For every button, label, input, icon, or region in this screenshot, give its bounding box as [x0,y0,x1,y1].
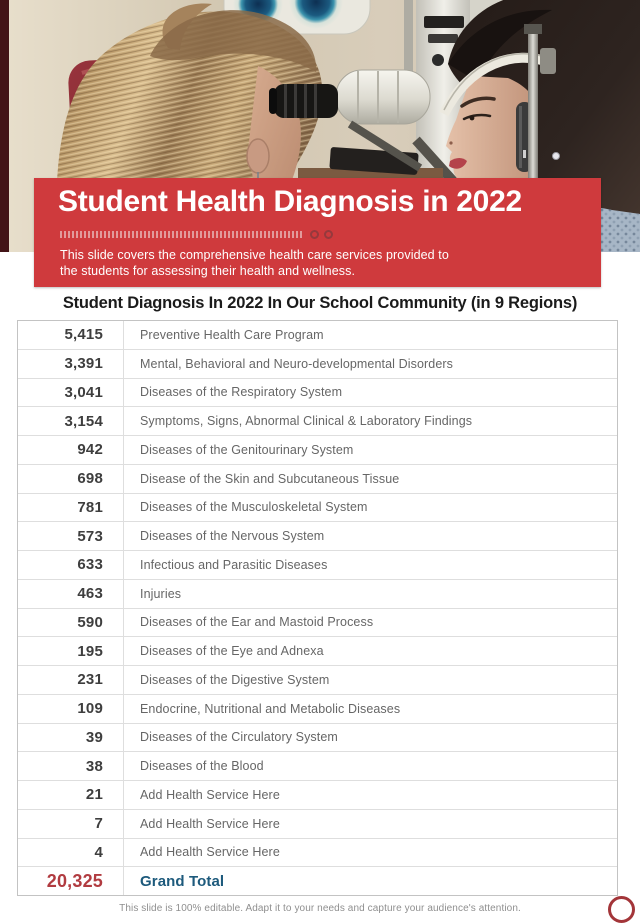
diagnosis-count: 4 [18,839,124,867]
diagnosis-label: Disease of the Skin and Subcutaneous Tissue [140,471,400,486]
footer-note: This slide is 100% editable. Adapt it to your needs and capture your audience's attention. [119,903,521,914]
table-row [18,724,617,753]
diagnosis-count: 573 [18,522,124,550]
table-row [18,810,617,839]
table-row [18,465,617,494]
table-row [18,379,617,408]
slide-title: Student Health Diagnosis in 2022 [58,185,522,218]
table-row [18,839,617,868]
diagnosis-label: Diseases of the Digestive System [140,672,330,687]
diagnosis-count: 633 [18,551,124,579]
diagnosis-label: Diseases of the Blood [140,759,264,774]
table-row [18,609,617,638]
diagnosis-table [17,320,618,896]
table-row [18,350,617,379]
diagnosis-label: Diseases of the Circulatory System [140,730,338,745]
table-row [18,407,617,436]
diagnosis-label: Injuries [140,586,182,601]
diagnosis-count: 231 [18,666,124,694]
diagnosis-count: 5,415 [18,321,124,349]
table-row [18,666,617,695]
diagnosis-label: Infectious and Parasitic Diseases [140,557,328,572]
diagnosis-label: Diseases of the Ear and Mastoid Process [140,615,374,630]
diagnosis-count: 7 [18,810,124,838]
banner-dashed-rule [60,231,304,238]
slide-subtitle [60,247,540,279]
table-row [18,522,617,551]
table-title: Student Diagnosis In 2022 In Our School Community (in 9 Regions) [62,294,578,312]
table-row [18,781,617,810]
diagnosis-count: 38 [18,752,124,780]
table-row [18,494,617,523]
photo-doorframe [0,0,9,252]
diagnosis-count: 463 [18,580,124,608]
diagnosis-label: Diseases of the Respiratory System [140,385,343,400]
diagnosis-count: 109 [18,695,124,723]
grand-total-row [18,867,617,895]
table-row [18,580,617,609]
diagnosis-count: 781 [18,494,124,522]
diagnosis-label: Symptoms, Signs, Abnormal Clinical & Laboratory Findings [140,414,473,429]
table-row [18,321,617,350]
table-row [18,637,617,666]
slide-subtitle-line-2: the students for assessing their health and wellness. [60,264,356,278]
diagnosis-count: 39 [18,724,124,752]
diagnosis-label: Diseases of the Musculoskeletal System [140,500,368,515]
diagnosis-count: 3,154 [18,407,124,435]
diagnosis-count: 21 [18,781,124,809]
table-row [18,436,617,465]
diagnosis-label: Add Health Service Here [140,787,280,802]
diagnosis-label: Preventive Health Care Program [140,327,324,342]
diagnosis-label: Diseases of the Nervous System [140,529,325,544]
title-banner [34,178,601,287]
banner-divider-dot [310,230,319,239]
diagnosis-label: Diseases of the Eye and Adnexa [140,644,324,659]
table-row [18,695,617,724]
table-row [18,551,617,580]
diagnosis-label: Diseases of the Genitourinary System [140,442,354,457]
diagnosis-count: 942 [18,436,124,464]
diagnosis-count: 3,041 [18,379,124,407]
diagnosis-count: 195 [18,637,124,665]
diagnosis-count: 20,325 [18,867,124,895]
diagnosis-label: Mental, Behavioral and Neuro-developmental Disorders [140,356,453,371]
diagnosis-count: 698 [18,465,124,493]
slide-subtitle-line-1: This slide covers the comprehensive health care services provided to [60,248,449,262]
table-row [18,752,617,781]
diagnosis-label: Endocrine, Nutritional and Metabolic Diseases [140,701,401,716]
diagnosis-label: Add Health Service Here [140,816,280,831]
diagnosis-count: 590 [18,609,124,637]
diagnosis-label: Add Health Service Here [140,845,280,860]
banner-divider-dot [324,230,333,239]
diagnosis-label: Grand Total [140,872,225,890]
corner-ring-decoration [608,896,635,923]
diagnosis-count: 3,391 [18,350,124,378]
